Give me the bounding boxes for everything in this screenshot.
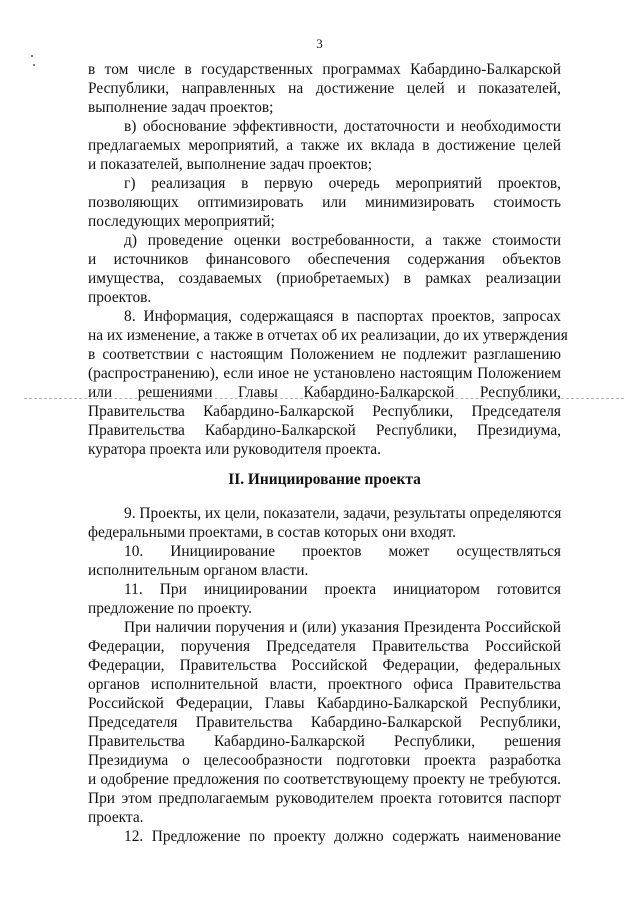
text-line: и источников финансового обеспечения содержания объектов	[88, 251, 561, 268]
text-line: При этом предполагаемым руководителем проекта готовится паспорт	[88, 790, 561, 807]
text-line: Правительства Кабардино-Балкарской Республики, Председателя	[88, 403, 561, 420]
text-line: имущества, создаваемых (приобретаемых) в рамках реализации	[88, 270, 561, 287]
text-line: позволяющих оптимизировать или минимизировать стоимость	[88, 194, 561, 211]
text-line: Республики, направленных на достижение целей и показателей,	[88, 80, 561, 97]
text-line: Правительства Кабардино-Балкарской Республики, решения	[88, 733, 561, 750]
text-line: в) обоснование эффективности, достаточности и необходимости	[124, 118, 561, 135]
text-line: или решениями Главы Кабардино-Балкарской Республики,	[88, 384, 561, 401]
text-line: 8. Информация, содержащаяся в паспортах проектов, запросах	[124, 308, 561, 325]
text-line: федеральными проектами, в состав которых они входят.	[88, 524, 457, 541]
text-line: предложение по проекту.	[88, 600, 253, 617]
text-line: Председателя Правительства Кабардино-Балкарской Республики,	[88, 714, 561, 731]
text-line: в том числе в государственных программах Кабардино-Балкарской	[88, 61, 561, 78]
text-line: проекта.	[88, 809, 144, 826]
text-line: Федерации, Правительства Российской Федерации, федеральных	[88, 657, 561, 674]
text-line: Российской Федерации, Главы Кабардино-Балкарской Республики,	[88, 695, 561, 712]
text-line: куратора проекта или руководителя проекта.	[88, 441, 381, 458]
section-heading: II. Инициирование проекта	[228, 471, 421, 488]
text-line: исполнительным органом власти.	[88, 562, 309, 579]
text-line: 12. Предложение по проекту должно содержать наименование	[124, 828, 561, 845]
text-line: 9. Проекты, их цели, показатели, задачи, результаты определяются	[124, 505, 562, 522]
text-line: в соответствии с настоящим Положением не подлежит разглашению	[88, 346, 561, 363]
page-number: 3	[316, 36, 323, 51]
text-line: на их изменение, а также в отчетах об их реализации, до их утверждения	[88, 327, 568, 344]
text-line: г) реализация в первую очередь мероприятий проектов,	[124, 175, 561, 192]
text-line: (распространению), если иное не установлено настоящим Положением	[88, 365, 561, 382]
scan-speck	[33, 64, 35, 66]
text-line: Федерации, поручения Председателя Правительства Российской	[88, 638, 561, 655]
text-line: последующих мероприятий;	[88, 213, 275, 230]
text-line: выполнение задач проектов;	[88, 99, 274, 116]
text-line: 10. Инициирование проектов может осуществляться	[124, 543, 561, 560]
text-line: проектов.	[88, 289, 152, 306]
scan-speck	[31, 55, 33, 57]
text-line: д) проведение оценки востребованности, а также стоимости	[124, 232, 561, 249]
text-line: Президиума о целесообразности подготовки проекта разработка	[88, 752, 561, 769]
text-line: Правительства Кабардино-Балкарской Республики, Президиума,	[88, 422, 561, 439]
text-line: предлагаемых мероприятий, а также их вклада в достижение целей	[88, 137, 561, 154]
text-line: 11. При инициировании проекта инициатором готовится	[124, 581, 561, 598]
text-line: и одобрение предложения по соответствующему проекту не требуются.	[88, 771, 561, 788]
text-line: При наличии поручения и (или) указания Президента Российской	[124, 619, 561, 636]
text-line: органов исполнительной власти, проектного офиса Правительства	[88, 676, 561, 693]
text-line: и показателей, выполнение задач проектов;	[88, 156, 373, 173]
